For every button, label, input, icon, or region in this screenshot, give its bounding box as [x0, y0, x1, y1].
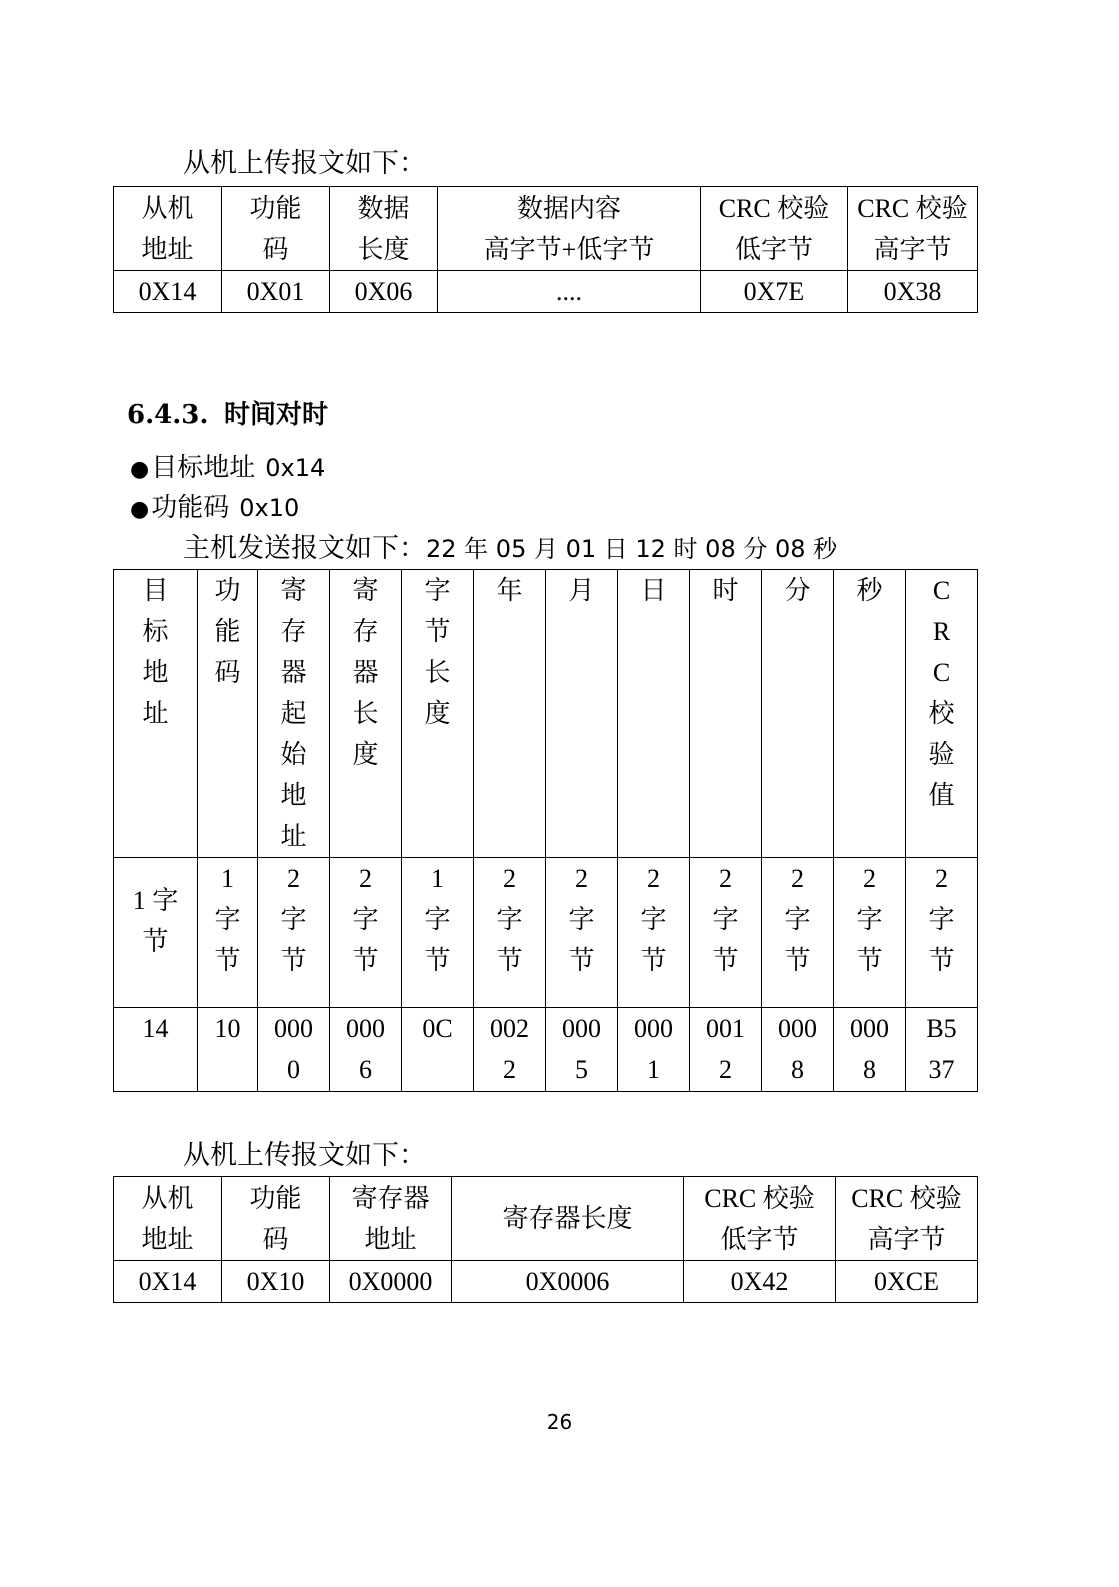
- header-second: 秒: [834, 570, 906, 858]
- value-cell: 0005: [546, 1008, 618, 1092]
- byte-size-cell: 1 字节: [114, 858, 198, 1008]
- header-slave-address: 从机 地址: [114, 1177, 222, 1261]
- value-cell: 0X0000: [330, 1261, 452, 1303]
- section-heading: [127, 394, 328, 431]
- header-minute: 分: [762, 570, 834, 858]
- header-crc-high: CRC 校验 高字节: [836, 1177, 978, 1261]
- value-cell: 0000: [258, 1008, 330, 1092]
- value-cell: 0006: [330, 1008, 402, 1092]
- value-cell: 0X7E: [701, 271, 848, 313]
- header-target-address: 目标地址: [114, 570, 198, 858]
- section-number: 6.4.3.: [127, 400, 209, 430]
- byte-size-cell: 2字节: [618, 858, 690, 1008]
- section-title: 时间对时: [224, 400, 329, 430]
- header-byte-length: 字节长度: [402, 570, 474, 858]
- value-cell: 0XCE: [836, 1261, 978, 1303]
- value-cell: ....: [438, 271, 701, 313]
- header-crc-low: CRC 校验 低字节: [701, 187, 848, 271]
- value-cell: 0022: [474, 1008, 546, 1092]
- byte-size-cell: 2字节: [762, 858, 834, 1008]
- value-cell: 0X14: [114, 271, 222, 313]
- value-cell: 0X42: [684, 1261, 836, 1303]
- slave-reply-table-2: [113, 1176, 978, 1303]
- byte-size-cell: 2字节: [834, 858, 906, 1008]
- value-cell: 10: [198, 1008, 258, 1092]
- byte-size-cell: 1字节: [198, 858, 258, 1008]
- header-data-length: 数据 长度: [330, 187, 438, 271]
- byte-size-cell: 2字节: [330, 858, 402, 1008]
- bullet-icon: ●: [130, 457, 150, 482]
- header-crc-low: CRC 校验 低字节: [684, 1177, 836, 1261]
- page-number: 26: [546, 1410, 573, 1434]
- time-sync-request-table: [113, 569, 978, 1092]
- header-register-length: 寄存器长度: [330, 570, 402, 858]
- header-day: 日: [618, 570, 690, 858]
- slave-reply-caption-1: 从机上传报文如下：: [183, 148, 426, 179]
- header-slave-address: 从机 地址: [114, 187, 222, 271]
- byte-size-cell: 1字节: [402, 858, 474, 1008]
- header-register-length: 寄存器长度: [452, 1177, 684, 1261]
- value-cell: 0X10: [222, 1261, 330, 1303]
- byte-size-cell: 2字节: [906, 858, 978, 1008]
- value-cell: 0X01: [222, 271, 330, 313]
- value-cell: 0X06: [330, 271, 438, 313]
- bullet-icon: ●: [130, 497, 150, 522]
- byte-size-cell: 2字节: [258, 858, 330, 1008]
- value-cell: 0C: [402, 1008, 474, 1092]
- value-cell: 0001: [618, 1008, 690, 1092]
- slave-reply-caption-2: 从机上传报文如下：: [183, 1140, 426, 1171]
- header-function-code: 功能码: [198, 570, 258, 858]
- value-cell: 0012: [690, 1008, 762, 1092]
- header-crc-value: CRC校验值: [906, 570, 978, 858]
- value-cell: 0X0006: [452, 1261, 684, 1303]
- header-year: 年: [474, 570, 546, 858]
- header-function-code: 功能 码: [222, 1177, 330, 1261]
- header-data-content: 数据内容 高字节+低字节: [438, 187, 701, 271]
- byte-size-cell: 2字节: [474, 858, 546, 1008]
- header-register-start: 寄存器起始地址: [258, 570, 330, 858]
- bullet-target-address: ●目标地址 0x14: [130, 453, 326, 483]
- value-cell: B537: [906, 1008, 978, 1092]
- value-cell: 0008: [762, 1008, 834, 1092]
- value-cell: 14: [114, 1008, 198, 1092]
- header-month: 月: [546, 570, 618, 858]
- bullet-function-code: ●功能码 0x10: [130, 493, 300, 523]
- byte-size-cell: 2字节: [690, 858, 762, 1008]
- value-cell: 0X14: [114, 1261, 222, 1303]
- header-crc-high: CRC 校验 高字节: [848, 187, 978, 271]
- header-function-code: 功能 码: [222, 187, 330, 271]
- header-register-address: 寄存器 地址: [330, 1177, 452, 1261]
- byte-size-cell: 2字节: [546, 858, 618, 1008]
- value-cell: 0X38: [848, 271, 978, 313]
- header-hour: 时: [690, 570, 762, 858]
- slave-reply-table-1: [113, 186, 978, 313]
- value-cell: 0008: [834, 1008, 906, 1092]
- master-send-caption: 主机发送报文如下：22 年 05 月 01 日 12 时 08 分 08 秒: [183, 533, 838, 564]
